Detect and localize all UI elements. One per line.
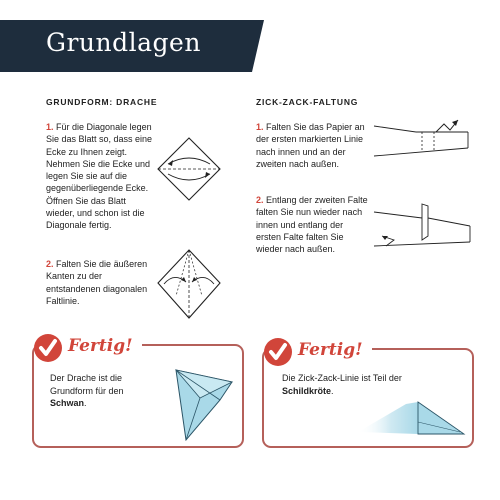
diagonal-fold-diagram — [156, 136, 222, 202]
result-text: Der Drache ist die Grundform für den — [50, 373, 124, 396]
drache-step-1 — [46, 121, 154, 232]
title-banner — [0, 20, 264, 72]
section-heading-zickzack: ZICK-ZACK-FALTUNG — [256, 97, 359, 107]
check-circle-icon — [32, 332, 64, 364]
result-bold: Schwan — [50, 398, 85, 408]
step-text: Für die Diagonale legen Sie das Blatt so, dass eine Ecke zu Ihnen zeigt. Nehmen Sie die Ecke und legen Sie sie auf die gegenüberliegende Ecke. Öffnen Sie das Blatt wieder, und schon ist die Diagonale fertig. — [46, 122, 153, 231]
result-punct: . — [331, 385, 334, 396]
result-text: Die Zick-Zack-Linie ist Teil der — [282, 373, 402, 383]
result-text-drache — [50, 372, 156, 410]
zigzag-result-illustration — [356, 396, 466, 440]
kite-result-illustration — [172, 356, 240, 446]
fertig-label: Fertig! — [68, 336, 133, 356]
page-title: Grundlagen — [46, 28, 201, 57]
fertig-label: Fertig! — [298, 340, 363, 360]
drache-step-2 — [46, 258, 154, 307]
step-number: 1. — [256, 122, 264, 132]
result-text-zickzack — [282, 372, 412, 397]
zigzag-fold-diagram-2 — [372, 196, 476, 258]
zickzack-step-1 — [256, 121, 368, 170]
step-number: 2. — [256, 195, 264, 205]
zigzag-fold-diagram-1 — [372, 112, 476, 164]
step-text: Falten Sie das Papier an der ersten markierten Linie nach innen und an der zweiten nach außen. — [256, 122, 365, 169]
zickzack-step-2 — [256, 194, 368, 255]
check-circle-icon — [262, 336, 294, 368]
step-number: 1. — [46, 122, 54, 132]
result-punct: . — [84, 398, 87, 408]
section-heading-drache: GRUNDFORM: DRACHE — [46, 97, 158, 107]
step-text: Entlang der zweiten Falte falten Sie nun wieder nach innen und entlang der ersten Falte falten Sie wieder nach außen. — [256, 195, 368, 255]
step-number: 2. — [46, 259, 54, 269]
step-text: Falten Sie die äußeren Kanten zu der entstandenen diagonalen Faltlinie. — [46, 259, 148, 306]
kite-fold-diagram — [156, 248, 222, 320]
result-bold: Schildkröte — [282, 385, 332, 396]
